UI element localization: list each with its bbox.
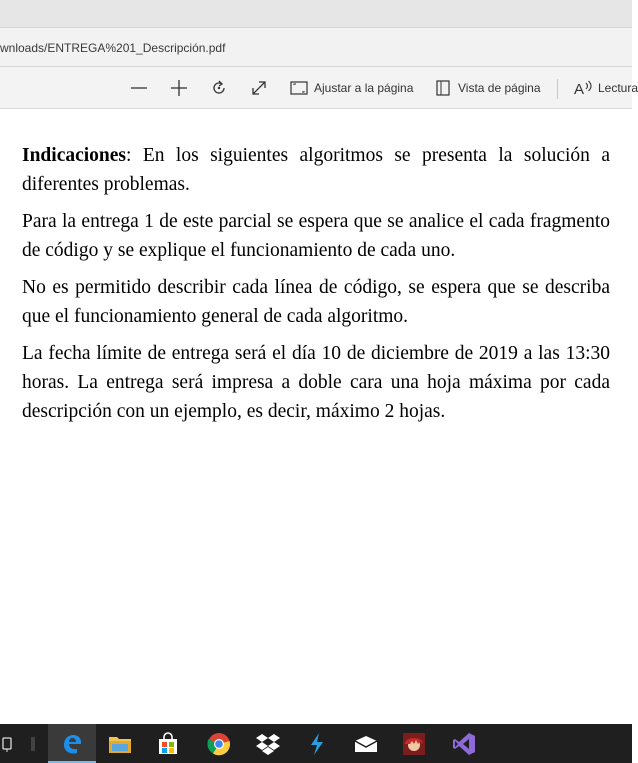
taskbar-chrome[interactable] xyxy=(195,724,243,763)
plus-icon xyxy=(169,78,189,98)
pdf-document-page xyxy=(22,141,610,434)
mail-icon xyxy=(354,735,378,753)
zoom-out-button[interactable] xyxy=(129,67,149,109)
taskbar-dropbox[interactable] xyxy=(244,724,292,763)
taskbar-visual-studio[interactable] xyxy=(440,724,488,763)
taskbar-mail[interactable] xyxy=(342,724,390,763)
page-view-label: Vista de página xyxy=(458,81,541,95)
store-icon xyxy=(156,732,180,756)
address-bar[interactable] xyxy=(0,27,632,67)
edge-icon xyxy=(60,732,84,756)
zoom-in-button[interactable] xyxy=(169,67,189,109)
avatar-app-icon xyxy=(402,732,426,756)
taskbar xyxy=(0,724,632,763)
read-aloud-icon xyxy=(574,80,594,96)
page-view-icon xyxy=(436,80,451,96)
paragraph-4: La fecha límite de entrega será el día 10 de diciembre de 2019 a las 13:30 horas. La entrega será impresa a doble cara una hoja máxima por cada descripción con un ejemplo, es decir, máximo 2 hojas. xyxy=(22,343,610,422)
taskbar-edge[interactable] xyxy=(48,724,96,763)
taskbar-bolt-app[interactable] xyxy=(292,724,340,763)
app-bolt-icon xyxy=(307,732,325,756)
expand-icon xyxy=(250,79,268,97)
fit-to-page-button[interactable] xyxy=(290,67,413,109)
taskbar-avatar-app[interactable] xyxy=(390,724,438,763)
paragraph-2: Para la entrega 1 de este parcial se espera que se analice el cada fragmento de código y se explique el funcionamiento de cada uno. xyxy=(22,211,610,261)
window-title-bar xyxy=(0,0,632,27)
taskbar-store[interactable] xyxy=(144,724,192,763)
fullscreen-button[interactable] xyxy=(250,67,268,109)
page-view-button[interactable] xyxy=(436,67,541,109)
svg-text:A: A xyxy=(574,81,585,98)
read-aloud-button[interactable] xyxy=(574,67,638,109)
visual-studio-icon xyxy=(452,732,476,756)
taskbar-file-explorer[interactable] xyxy=(96,724,144,763)
pdf-toolbar xyxy=(0,67,638,109)
toolbar-divider xyxy=(557,79,558,99)
paragraph-1-text: : En los siguientes algoritmos se presenta la solución a diferentes problemas. xyxy=(22,145,610,195)
fit-page-icon xyxy=(290,81,308,95)
divider-icon xyxy=(31,735,35,753)
taskbar-divider xyxy=(30,724,36,763)
read-aloud-label: Lectura xyxy=(598,81,638,95)
device-icon xyxy=(2,735,12,753)
dropbox-icon xyxy=(256,733,280,755)
taskbar-left-edge[interactable] xyxy=(0,724,14,763)
heading-indicaciones: Indicaciones xyxy=(22,145,127,166)
file-explorer-icon xyxy=(108,733,132,755)
paragraph-3: No es permitido describir cada línea de código, se espera que se describa que el funcionamiento general de cada algoritmo. xyxy=(22,277,610,327)
fit-page-label: Ajustar a la página xyxy=(314,81,414,95)
address-url[interactable]: wnloads/ENTREGA%201_Descripción.pdf xyxy=(0,41,226,55)
rotate-button[interactable] xyxy=(210,67,228,109)
chrome-icon xyxy=(207,732,231,756)
paragraph-indicaciones xyxy=(22,141,610,199)
rotate-icon xyxy=(210,79,228,97)
minus-icon xyxy=(129,78,149,98)
